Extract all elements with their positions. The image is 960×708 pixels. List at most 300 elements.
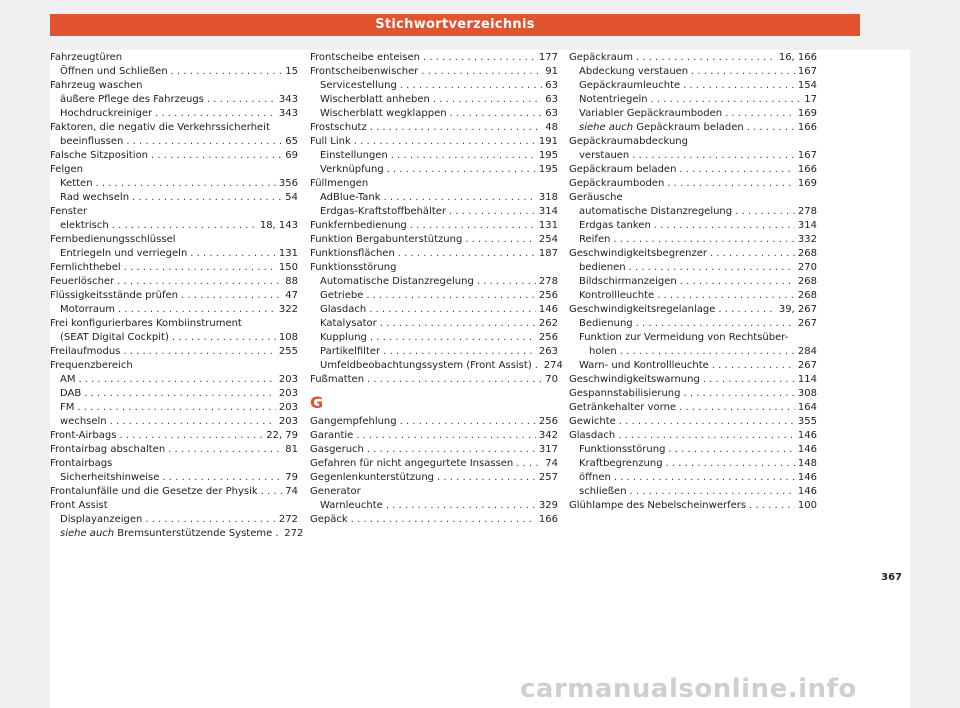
dot-leader	[366, 289, 536, 303]
index-page-ref: 356	[278, 178, 298, 189]
dot-leader	[657, 289, 795, 303]
index-entry	[50, 65, 298, 79]
index-entry-text: Einstellungen	[320, 150, 388, 161]
index-entry	[50, 401, 298, 415]
index-entry-text: Servicestellung	[320, 80, 397, 91]
index-entry	[569, 359, 817, 373]
dot-leader	[654, 219, 795, 233]
index-entry-text: Automatische Distanzregelung	[320, 276, 474, 287]
dot-leader	[629, 261, 795, 275]
dot-leader	[449, 205, 536, 219]
index-entry-text: Gepäckraum	[569, 52, 633, 63]
index-page-ref: 278	[538, 276, 558, 287]
index-entry	[310, 135, 558, 149]
index-entry-heading: Faktoren, die negativ die Verkehrssicherheit	[50, 122, 270, 133]
dot-leader	[168, 443, 282, 457]
index-entry-text: Geschwindigkeitsregelanlage	[569, 304, 716, 315]
dot-leader	[132, 191, 282, 205]
index-page-ref: 256	[538, 416, 558, 427]
index-entry-text: holen	[589, 346, 617, 357]
index-entry	[569, 387, 817, 401]
index-entry-text: Erdgas tanken	[579, 220, 651, 231]
dot-leader	[367, 443, 536, 457]
index-page-ref: 131	[538, 220, 558, 231]
dot-leader	[261, 485, 283, 499]
index-page-ref: 272	[278, 514, 298, 525]
index-page-ref: 263	[538, 346, 558, 357]
index-page-ref: 63	[545, 80, 558, 91]
dot-leader	[516, 457, 542, 471]
dot-leader	[749, 499, 795, 513]
index-entry	[569, 289, 817, 303]
index-page-ref: 131	[278, 248, 298, 259]
dot-leader	[112, 219, 257, 233]
index-entry	[310, 429, 558, 443]
dot-leader	[747, 121, 795, 135]
dot-leader	[351, 513, 536, 527]
index-page-ref: 314	[538, 206, 558, 217]
index-page-ref: 270	[797, 262, 817, 273]
index-entry-text: schließen	[579, 486, 627, 497]
index-entry	[50, 415, 298, 429]
index-entry-heading: Geräusche	[569, 192, 623, 203]
dot-leader	[384, 191, 536, 205]
dot-leader	[110, 415, 276, 429]
index-entry-heading: Generator	[310, 486, 361, 497]
index-page-ref: 267	[797, 360, 817, 371]
dot-leader	[632, 149, 795, 163]
index-entry-text: Gepäckraumboden	[569, 178, 665, 189]
index-entry-text: elektrisch	[60, 220, 109, 231]
index-entry-text: Bildschirmanzeigen	[579, 276, 677, 287]
dot-leader	[172, 331, 276, 345]
index-entry-text: Funkfernbedienung	[310, 220, 407, 231]
index-page-ref: 91	[545, 66, 558, 77]
index-entry	[569, 429, 817, 443]
index-page-ref: 70	[545, 374, 558, 385]
index-page-ref: 63	[545, 108, 558, 119]
dot-leader	[190, 247, 276, 261]
dot-leader	[683, 79, 795, 93]
index-entry	[310, 443, 558, 457]
dot-leader	[667, 177, 795, 191]
index-page-ref: 308	[797, 388, 817, 399]
index-page-ref: 164	[797, 402, 817, 413]
dot-leader	[275, 527, 281, 541]
index-entry-text: Öffnen und Schließen	[60, 66, 168, 77]
see-also-label: siehe auch	[60, 528, 115, 539]
dot-leader	[636, 317, 795, 331]
index-entry-text: Glühlampe des Nebelscheinwerfers	[569, 500, 747, 511]
index-entry-text: Gepäckraumleuchte	[579, 80, 681, 91]
index-entry	[50, 93, 298, 107]
index-page-ref: 166	[797, 122, 817, 133]
index-entry-heading: Fernbedienungsschlüssel	[50, 234, 176, 245]
index-entry	[310, 289, 558, 303]
index-entry-text: Glasdach	[569, 430, 616, 441]
index-page-ref: 146	[797, 486, 817, 497]
index-entry	[50, 303, 298, 317]
index-page-ref: 203	[278, 388, 298, 399]
index-page-ref: 342	[538, 430, 558, 441]
index-page-ref: 18, 143	[259, 220, 298, 231]
index-entry-heading: Front Assist	[50, 500, 108, 511]
index-entry	[569, 205, 817, 219]
index-entry-text: Falsche Sitzposition	[50, 150, 149, 161]
index-entry-text: AM	[60, 374, 76, 385]
index-entry-heading: Gepäckraumabdeckung	[569, 136, 688, 147]
index-entry-text: AdBlue-Tank	[320, 192, 381, 203]
dot-leader	[618, 429, 795, 443]
index-entry	[50, 471, 298, 485]
index-page-ref: 166	[538, 514, 558, 525]
index-entry	[50, 261, 298, 275]
index-entry-text: Umfeldbeobachtungssystem (Front Assist)	[320, 360, 532, 371]
index-entry-text: Frostschutz	[310, 122, 367, 133]
index-entry	[310, 219, 558, 233]
index-entry-text: öffnen	[579, 472, 611, 483]
index-entry-text: Freilaufmodus	[50, 346, 121, 357]
index-entry-text: Hochdruckreiniger	[60, 108, 153, 119]
index-entry	[569, 107, 817, 121]
dot-leader	[155, 107, 276, 121]
dot-leader	[433, 93, 542, 107]
index-entry	[50, 191, 298, 205]
dot-leader	[613, 233, 794, 247]
index-page-ref: 17	[804, 94, 817, 105]
index-entry	[310, 205, 558, 219]
index-entry-text: Gasgeruch	[310, 444, 364, 455]
index-entry-text: FM	[60, 402, 75, 413]
index-entry	[50, 135, 298, 149]
index-entry-text: Front-Airbags	[50, 430, 117, 441]
dot-leader	[620, 345, 795, 359]
index-entry	[310, 93, 558, 107]
index-entry-text: Gespannstabilisierung	[569, 388, 681, 399]
index-entry-text: Kontrollleuchte	[579, 290, 655, 301]
index-entry	[310, 499, 558, 513]
index-entry	[50, 331, 298, 345]
dot-leader	[96, 177, 276, 191]
index-entry	[310, 65, 558, 79]
index-entry-text: Gepäckraum beladen	[569, 164, 677, 175]
dot-leader	[651, 93, 802, 107]
index-page-ref: 69	[285, 150, 298, 161]
index-page-ref: 268	[797, 248, 817, 259]
index-entry	[569, 51, 817, 65]
index-entry	[569, 261, 817, 275]
index-page-ref: 146	[797, 472, 817, 483]
index-entry	[569, 415, 817, 429]
see-also-target: Bremsunterstützende Systeme	[114, 528, 273, 539]
index-page-ref: 88	[285, 276, 298, 287]
index-page-ref: 191	[538, 136, 558, 147]
dot-leader	[77, 401, 276, 415]
index-entry-text: Geschwindigkeitsbegrenzer	[569, 248, 707, 259]
index-entry-heading: Fahrzeug waschen	[50, 80, 143, 91]
index-entry-text: verstauen	[579, 150, 630, 161]
dot-leader	[370, 121, 543, 135]
index-entry-text: Frontalunfälle und die Gesetze der Physik	[50, 486, 258, 497]
index-entry-text: Wischerblatt wegklappen	[320, 108, 447, 119]
index-page-ref: 274	[543, 360, 563, 371]
dot-leader	[614, 471, 795, 485]
dot-leader	[423, 51, 536, 65]
index-entry-text: Partikelfilter	[320, 346, 381, 357]
index-page-ref: 167	[797, 66, 817, 77]
index-page-ref: 74	[285, 486, 298, 497]
dot-leader	[124, 261, 276, 275]
index-entry	[569, 247, 817, 261]
index-entry	[50, 247, 298, 261]
index-entry-text: Funktionsflächen	[310, 248, 395, 259]
index-entry	[50, 513, 298, 527]
index-page-ref: 203	[278, 402, 298, 413]
index-page-ref: 329	[538, 500, 558, 511]
index-page-ref: 272	[284, 528, 304, 539]
index-entry-text	[579, 121, 744, 135]
index-entry	[569, 401, 817, 415]
index-page-ref: 39, 267	[778, 304, 817, 315]
index-page-ref: 81	[285, 444, 298, 455]
index-entry-text: Kupplung	[320, 332, 367, 343]
index-entry-text: Fernlichthebel	[50, 262, 121, 273]
index-entry	[569, 93, 817, 107]
index-entry	[310, 303, 558, 317]
index-column-2	[310, 51, 563, 527]
index-entry-text: Fußmatten	[310, 374, 365, 385]
dot-leader	[400, 415, 536, 429]
index-entry-text: beeinflussen	[60, 136, 124, 147]
index-entry	[310, 233, 558, 247]
index-entry	[310, 331, 558, 345]
index-entry	[569, 443, 817, 457]
dot-leader	[410, 219, 536, 233]
index-entry	[50, 219, 298, 233]
index-page-ref: 257	[538, 472, 558, 483]
dot-leader	[383, 345, 536, 359]
index-entry-text: Frontairbag abschalten	[50, 444, 166, 455]
index-entry-heading: Frequenzbereich	[50, 360, 133, 371]
index-page-ref: 148	[797, 458, 817, 469]
index-entry-text: DAB	[60, 388, 82, 399]
dot-leader	[207, 93, 276, 107]
index-page-ref: 332	[797, 234, 817, 245]
index-entry	[310, 513, 558, 527]
dot-leader	[725, 107, 795, 121]
dot-leader	[117, 275, 282, 289]
section-header: Stichwortverzeichnis	[50, 14, 860, 36]
index-letter-heading: G	[310, 393, 324, 412]
index-entry-text: Full Link	[310, 136, 351, 147]
index-entry-text: Gegenlenkunterstützung	[310, 472, 435, 483]
index-entry-text: Displayanzeigen	[60, 514, 143, 525]
dot-leader	[712, 359, 795, 373]
index-entry-text: Erdgas-Kraftstoffbehälter	[320, 206, 447, 217]
dot-leader	[118, 303, 276, 317]
index-entry-text: Getriebe	[320, 290, 364, 301]
index-entry	[569, 233, 817, 247]
index-entry-text: (SEAT Digital Cockpit)	[60, 332, 169, 343]
index-page-ref: 154	[797, 80, 817, 91]
index-entry-heading: Fenster	[50, 206, 88, 217]
index-page-ref: 48	[545, 122, 558, 133]
dot-leader	[680, 275, 795, 289]
index-entry-text: Warnleuchte	[320, 500, 383, 511]
index-page-ref: 108	[278, 332, 298, 343]
index-entry	[310, 107, 558, 121]
index-entry-text: Motorraum	[60, 304, 116, 315]
index-column-1	[50, 51, 304, 541]
dot-leader	[123, 345, 276, 359]
index-entry	[569, 317, 817, 331]
see-also-target: Gepäckraum beladen	[633, 122, 744, 133]
index-page-ref: 177	[538, 52, 558, 63]
dot-leader	[84, 387, 276, 401]
index-entry-text: wechseln	[60, 416, 107, 427]
index-entry	[50, 443, 298, 457]
dot-leader	[636, 51, 776, 65]
index-entry	[310, 415, 558, 429]
dot-leader	[668, 443, 794, 457]
index-page-ref: 65	[285, 136, 298, 147]
index-entry-heading: Funktionsstörung	[310, 262, 397, 273]
index-entry-text: Funktionsstörung	[579, 444, 666, 455]
index-entry	[310, 275, 558, 289]
index-page-ref: 114	[797, 374, 817, 385]
index-entry	[310, 471, 558, 485]
index-entry-text: Entriegeln und verriegeln	[60, 248, 188, 259]
index-entry-text: Frontscheibe enteisen	[310, 52, 420, 63]
index-page-ref: 79	[285, 472, 298, 483]
index-entry	[569, 219, 817, 233]
index-entry	[569, 177, 817, 191]
index-entry-heading: Frei konfigurierbares Kombiinstrument	[50, 318, 242, 329]
dot-leader	[421, 65, 542, 79]
index-entry-heading: Fahrzeugtüren	[50, 52, 123, 63]
dot-leader	[535, 359, 541, 373]
index-columns	[50, 51, 860, 591]
index-entry-text: Gewichte	[569, 416, 616, 427]
index-entry	[569, 163, 817, 177]
dot-leader	[735, 205, 795, 219]
index-entry-text: Geschwindigkeitswarnung	[569, 374, 700, 385]
index-column-3	[569, 51, 817, 513]
dot-leader	[126, 135, 282, 149]
dot-leader	[703, 373, 795, 387]
dot-leader	[683, 387, 794, 401]
see-also-label: siehe auch	[579, 122, 634, 133]
dot-leader	[171, 65, 283, 79]
index-page-ref: 74	[545, 458, 558, 469]
dot-leader	[354, 135, 536, 149]
index-page-ref: 16, 166	[778, 52, 817, 63]
index-entry-text	[60, 527, 272, 541]
index-page-ref: 195	[538, 164, 558, 175]
dot-leader	[400, 79, 542, 93]
index-page-ref: 63	[545, 94, 558, 105]
index-page-ref: 100	[797, 500, 817, 511]
index-entry-text: Sicherheitshinweise	[60, 472, 160, 483]
dot-leader	[391, 149, 536, 163]
dot-leader	[181, 289, 282, 303]
index-page-ref: 343	[278, 108, 298, 119]
index-entry-text: Rad wechseln	[60, 192, 130, 203]
index-entry-text: Reifen	[579, 234, 611, 245]
index-entry-text: Bedienung	[579, 318, 633, 329]
index-page-ref: 169	[797, 178, 817, 189]
dot-leader	[162, 471, 282, 485]
index-page-ref: 343	[278, 94, 298, 105]
index-page-ref: 322	[278, 304, 298, 315]
index-page-ref: 267	[797, 318, 817, 329]
dot-leader	[387, 163, 536, 177]
index-entry	[310, 457, 558, 471]
dot-leader	[679, 163, 794, 177]
dot-leader	[119, 429, 263, 443]
index-entry-text: Variabler Gepäckraumboden	[579, 108, 723, 119]
index-entry-text: Kraftbegrenzung	[579, 458, 663, 469]
index-entry-text: Gefahren für nicht angegurtete Insassen	[310, 458, 514, 469]
index-page-ref: 256	[538, 290, 558, 301]
index-page-ref: 355	[797, 416, 817, 427]
index-entry-text: Feuerlöscher	[50, 276, 115, 287]
dot-leader	[369, 303, 536, 317]
index-page-ref: 278	[797, 206, 817, 217]
dot-leader	[465, 233, 536, 247]
dot-leader	[710, 247, 795, 261]
index-entry-text: Glasdach	[320, 304, 367, 315]
index-entry	[569, 121, 817, 135]
index-entry-text: Getränkehalter vorne	[569, 402, 677, 413]
index-entry-heading: Füllmengen	[310, 178, 369, 189]
index-page-ref: 262	[538, 318, 558, 329]
index-entry	[310, 163, 558, 177]
index-entry	[310, 345, 558, 359]
index-page-ref: 203	[278, 374, 298, 385]
index-page-ref: 150	[278, 262, 298, 273]
index-entry-text: Abdeckung verstauen	[579, 66, 689, 77]
index-page-ref: 318	[538, 192, 558, 203]
index-entry-heading: Frontairbags	[50, 458, 113, 469]
index-page-ref: 146	[797, 430, 817, 441]
dot-leader	[437, 471, 536, 485]
index-page-ref: 54	[285, 192, 298, 203]
index-page-ref: 187	[538, 248, 558, 259]
index-entry	[569, 79, 817, 93]
index-page-ref: 255	[278, 346, 298, 357]
index-entry-text: äußere Pflege des Fahrzeugs	[60, 94, 204, 105]
index-page-ref: 166	[797, 164, 817, 175]
index-entry	[569, 149, 817, 163]
index-entry-text: Frontscheibenwischer	[310, 66, 419, 77]
index-entry-text: Gepäck	[310, 514, 348, 525]
index-page-ref: 195	[538, 150, 558, 161]
index-entry-text: bedienen	[579, 262, 626, 273]
dot-leader	[666, 457, 795, 471]
index-page-ref: 146	[538, 304, 558, 315]
index-entry-text: Warn- und Kontrollleuchte	[579, 360, 709, 371]
index-entry-text: Verknüpfung	[320, 164, 384, 175]
index-page-ref: 284	[797, 346, 817, 357]
index-entry	[50, 107, 298, 121]
index-entry-text: Ketten	[60, 178, 93, 189]
index-entry-text: Wischerblatt anheben	[320, 94, 430, 105]
dot-leader	[356, 429, 536, 443]
index-entry	[50, 149, 298, 163]
index-entry	[50, 289, 298, 303]
index-entry	[50, 177, 298, 191]
